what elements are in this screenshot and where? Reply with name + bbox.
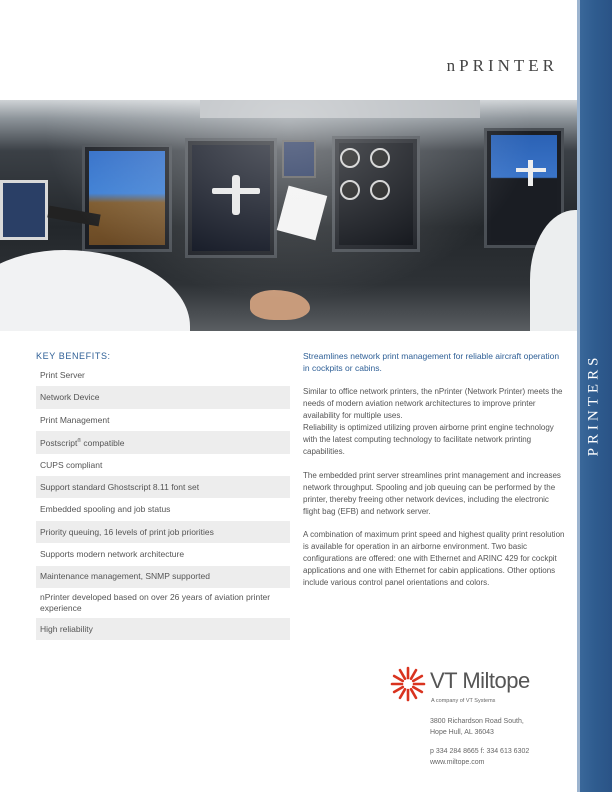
body-paragraph: A combination of maximum print speed and highest quality print resolution is available for operation in an airborne environment. Two basic configurations are offered: one with Ethernet and ARINC 429 for cockpit applications and one with Ethernet for cabin applications. Other options include various control panel orientations and colors. [303, 530, 565, 588]
description-column [303, 351, 565, 601]
list-item: Embedded spooling and job status [36, 498, 290, 520]
product-title: nPRINTER [446, 56, 558, 75]
list-item: Maintenance management, SNMP supported [36, 566, 290, 588]
phone-fax: p 334 284 8665 f: 334 613 6302 [430, 748, 530, 755]
website-link[interactable]: www.miltope.com [430, 758, 485, 766]
list-item: nPrinter developed based on over 26 years of aviation printer experience [36, 588, 290, 618]
list-item: Network Device [36, 386, 290, 408]
company-tagline: A company of VT Systems [431, 698, 496, 704]
company-name: VT Miltope [430, 668, 530, 693]
list-item: Print Server [36, 364, 290, 386]
company-logo [390, 666, 550, 710]
list-item: Postscript® compatible [36, 431, 290, 453]
sidebar-category-label: PRINTERS [585, 353, 602, 457]
list-item: Print Management [36, 409, 290, 431]
list-item: Priority queuing, 16 levels of print job priorities [36, 521, 290, 543]
lead-paragraph: Streamlines network print management for reliable aircraft operation in cockpits or cabins. [303, 351, 560, 373]
body-paragraph: The embedded print server streamlines print management and increases network throughput. Spooling and job queuing can be performed by the printer, thereby freeing other network devices, including the electronic flight bag (EFB) and network server. [303, 470, 561, 516]
key-benefits-heading: KEY BENEFITS: [36, 351, 111, 361]
list-item: Support standard Ghostscript 8.11 font set [36, 476, 290, 498]
list-item: CUPS compliant [36, 454, 290, 476]
body-paragraph: Similar to office network printers, the nPrinter (Network Printer) meets the needs of modern aviation network architectures to improve printer availability for multiple uses. Reliability is optimized utilizing proven airborne print engine technology with the latest computing technology to facilitate network printing capabilities. [303, 387, 563, 456]
list-item: High reliability [36, 618, 290, 640]
list-item: Supports modern network architecture [36, 543, 290, 565]
starburst-logo-icon [390, 666, 426, 702]
company-contact [430, 747, 529, 768]
company-address: 3800 Richardson Road South, Hope Hull, AL 36043 [430, 718, 524, 736]
cockpit-photo [0, 100, 577, 331]
registered-mark: ® [77, 438, 82, 445]
key-benefits-list [36, 364, 290, 640]
